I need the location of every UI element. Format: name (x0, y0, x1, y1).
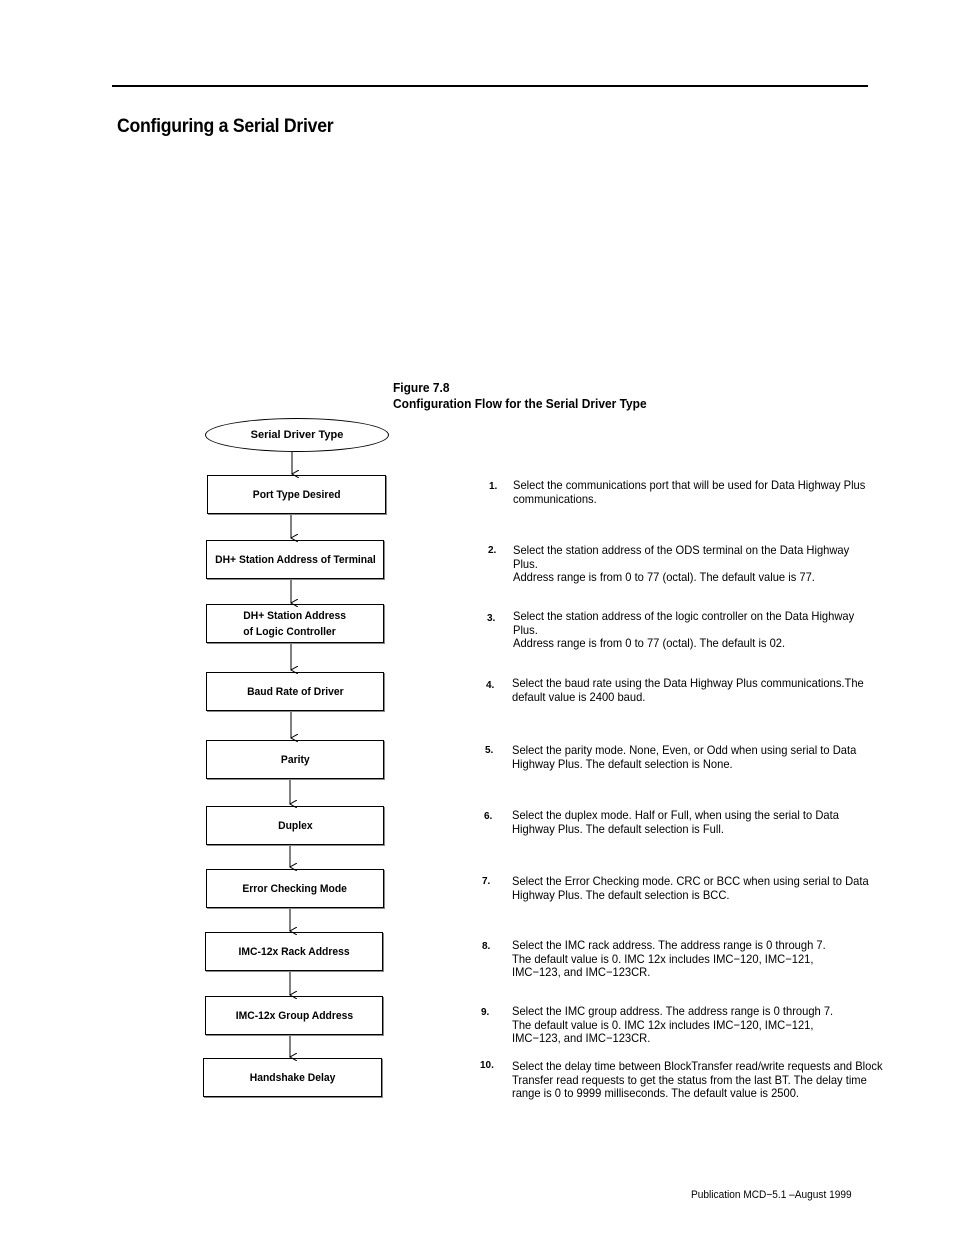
step-number: 6. (484, 811, 493, 822)
flow-box-label: Baud Rate of Driver (246, 685, 344, 698)
section-title: Configuring a Serial Driver (117, 116, 334, 137)
flow-box-dh-station-terminal (206, 540, 384, 579)
step-number: 5. (485, 745, 494, 756)
flow-box-duplex (206, 806, 384, 845)
step-number: 2. (488, 545, 497, 556)
flow-box-label: DH+ Station Address of Terminal (214, 553, 376, 566)
flow-box-handshake-delay (203, 1058, 382, 1097)
figure-caption: Configuration Flow for the Serial Driver Type (393, 396, 647, 411)
step-text: Select the station address of the logic controller on the Data Highway Plus. Address range is from 0 to 77 (octal). The default is 02. (513, 609, 855, 650)
flow-box-label: DH+ Station Address of Logic Controller (243, 609, 347, 638)
flow-box-imc-rack-address (205, 932, 383, 971)
step-number: 10. (480, 1060, 494, 1071)
flow-box-label: IMC-12x Group Address (235, 1009, 353, 1022)
flow-box-label: Handshake Delay (249, 1071, 336, 1084)
step-number: 4. (486, 680, 495, 691)
step-text: Select the baud rate using the Data Highway Plus communications.The default value is 2400 baud. (512, 676, 864, 704)
step-text: Select the Error Checking mode. CRC or BCC when using serial to Data Highway Plus. The default selection is BCC. (512, 874, 869, 902)
flow-box-label: IMC-12x Rack Address (238, 945, 350, 958)
flow-box-port-type (207, 475, 386, 514)
step-text: Select the station address of the ODS terminal on the Data Highway Plus. Address range is from 0 to 77 (octal). The default value is 77. (513, 543, 850, 584)
step-text: Select the IMC rack address. The address range is 0 through 7. The default value is 0. IMC 12x includes IMC−120, IMC−121, IMC−123, and IMC−123CR. (512, 938, 826, 979)
step-number: 9. (481, 1007, 490, 1018)
flow-box-parity (206, 740, 384, 779)
flow-box-label: Error Checking Mode (242, 882, 348, 895)
flow-box-imc-group-address (205, 996, 383, 1035)
step-text: Select the duplex mode. Half or Full, when using the serial to Data Highway Plus. The default selection is Full. (512, 808, 839, 836)
step-text: Select the IMC group address. The address range is 0 through 7. The default value is 0. IMC 12x includes IMC−120, IMC−121, IMC−123, and IMC−123CR. (512, 1004, 834, 1045)
flow-box-dh-station-controller (206, 604, 384, 643)
step-number: 3. (487, 613, 496, 624)
step-number: 7. (482, 876, 491, 887)
flow-box-baud-rate (206, 672, 384, 711)
flow-start-oval (205, 418, 389, 452)
step-number: 8. (482, 941, 491, 952)
flow-box-label: Duplex (277, 819, 313, 832)
page-footer: Publication MCD−5.1 –August 1999 (691, 1189, 852, 1201)
flow-start-label: Serial Driver Type (250, 429, 344, 441)
flow-box-label: Port Type Desired (252, 488, 341, 501)
flow-box-error-checking (206, 869, 384, 908)
step-number: 1. (489, 481, 498, 492)
flow-box-label: Parity (280, 753, 310, 766)
step-text: Select the delay time between BlockTransfer read/write requests and Block Transfer read requests to get the status from the last BT. The delay time range is 0 to 9999 milliseconds. The default value is 2500. (512, 1059, 883, 1100)
step-text: Select the parity mode. None, Even, or Odd when using serial to Data Highway Plus. The default selection is None. (512, 743, 857, 771)
step-text: Select the communications port that will be used for Data Highway Plus communications. (513, 478, 866, 506)
figure-number: Figure 7.8 (393, 380, 450, 395)
